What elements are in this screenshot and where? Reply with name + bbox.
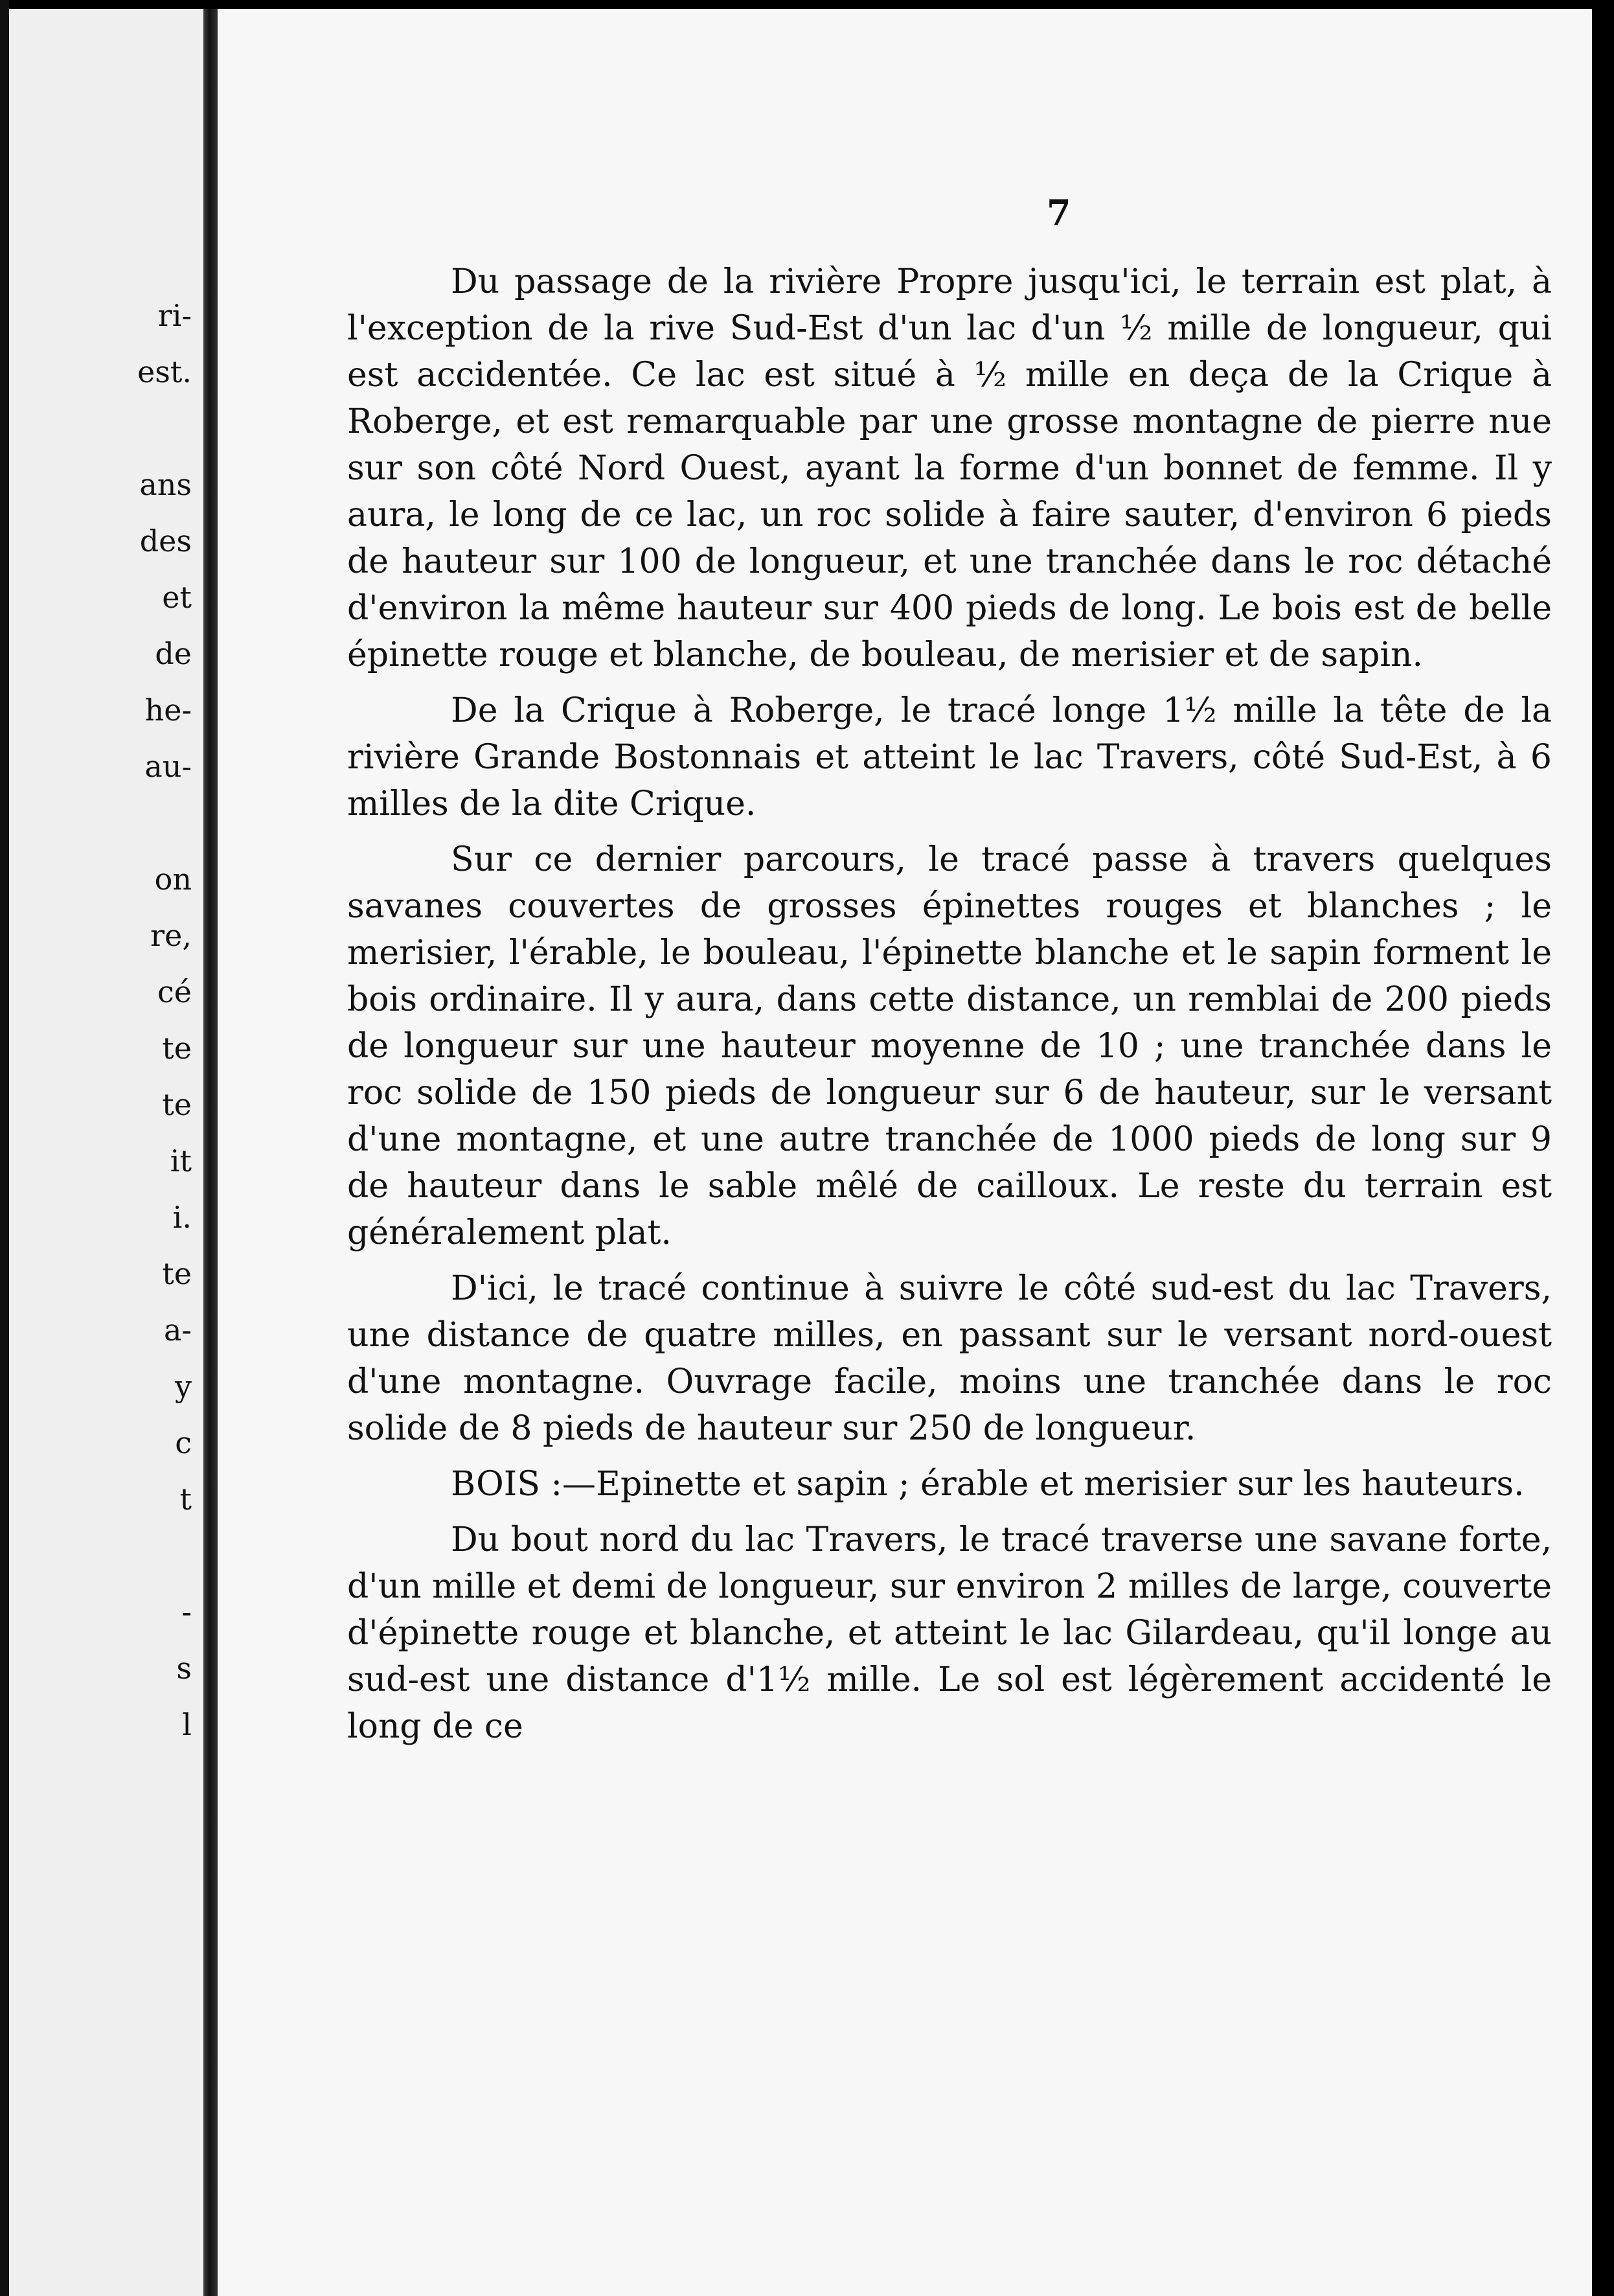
facing-page-line: cé (157, 974, 192, 1009)
facing-page-line: ri- (157, 298, 192, 333)
paragraph: Sur ce dernier parcours, le tracé passe à travers quelques savanes couvertes de grosses épinettes rouges et blanches ; le merisier, l'érable, le bouleau, l'épinette blanche et le sapin forment le bois ordinaire. Il y aura, dans cette distance, un remblai de 200 pieds de longueur sur une hauteur moyenne de 10 ; une tranchée dans le roc solide de 150 pieds de longueur sur 6 de hauteur, sur le versant d'une montagne, et une autre tranchée de 1000 pieds de long sur 9 de hauteur dans le sable mêlé de cailloux. Le reste du terrain est généralement plat. (347, 840, 1552, 1252)
facing-page-line: he- (144, 693, 192, 728)
facing-page-text (9, 288, 203, 1753)
body-text (347, 258, 1552, 1750)
facing-page-line: et (162, 580, 192, 615)
scan-border-left (0, 0, 9, 2296)
scan-border-top (0, 0, 1614, 9)
paragraph: BOIS :—Epinette et sapin ; érable et merisier sur les hauteurs. (451, 1465, 1525, 1504)
facing-page-line (9, 400, 203, 457)
facing-page-line: te (162, 1031, 192, 1066)
facing-page-line (9, 1528, 203, 1584)
paragraph: Du bout nord du lac Travers, le tracé traverse une savane forte, d'un mille et demi de longueur, sur environ 2 milles de large, couverte d'épinette rouge et blanche, et atteint le lac Gilardeau, qu'il longe au sud-est une distance d'1½ mille. Le sol est légèrement accidenté le long de ce (347, 1521, 1552, 1746)
facing-page-line: - (181, 1594, 192, 1629)
facing-page-line: te (162, 1087, 192, 1122)
facing-page-edge (9, 9, 203, 2296)
facing-page-line: de (155, 636, 192, 671)
facing-page-line: te (162, 1256, 192, 1291)
facing-page-line: c (175, 1425, 192, 1460)
paragraph: De la Crique à Roberge, le tracé longe 1½ mille la tête de la rivière Grande Bostonnais et atteint le lac Travers, côté Sud-Est, à 6 milles de la dite Crique. (347, 691, 1552, 823)
facing-page-line: des (139, 523, 192, 558)
facing-page-line: i. (172, 1200, 192, 1235)
paragraph: Du passage de la rivière Propre jusqu'ici, le terrain est plat, à l'exception de la rive Sud-Est d'un lac d'un ½ mille de longueur, qui est accidentée. Ce lac est situé à ½ mille en deça de la Crique à Roberge, et est remarquable par une grosse montagne de pierre nue sur son côté Nord Ouest, ayant la forme d'un bonnet de femme. Il y aura, le long de ce lac, un roc solide à faire sauter, d'environ 6 pieds de hauteur sur 100 de longueur, et une tranchée dans le roc détaché d'environ la même hauteur sur 400 pieds de long. Le bois est de belle épinette rouge et blanche, de bouleau, de merisier et de sapin. (347, 262, 1552, 674)
scan-border-right (1592, 0, 1614, 2296)
page-number: 7 (1047, 192, 1071, 233)
facing-page-line: y (175, 1369, 192, 1404)
facing-page-line: au- (144, 749, 192, 784)
facing-page-line: a- (164, 1313, 192, 1348)
facing-page-line: t (179, 1482, 192, 1517)
book-gutter (203, 9, 218, 2296)
facing-page-line: est. (137, 354, 192, 389)
facing-page-line: on (154, 862, 192, 897)
facing-page-line: l (182, 1707, 192, 1742)
facing-page-line: it (170, 1143, 192, 1178)
facing-page-line (9, 795, 203, 851)
paragraph: D'ici, le tracé continue à suivre le côté sud-est du lac Travers, une distance de quatre milles, en passant sur le versant nord-ouest d'une montagne. Ouvrage facile, moins une tranchée dans le roc solide de 8 pieds de hauteur sur 250 de longueur. (347, 1269, 1552, 1448)
document-page (218, 9, 1592, 2296)
facing-page-line: s (176, 1651, 192, 1686)
facing-page-line: ans (139, 467, 192, 502)
facing-page-line: re, (150, 918, 192, 953)
